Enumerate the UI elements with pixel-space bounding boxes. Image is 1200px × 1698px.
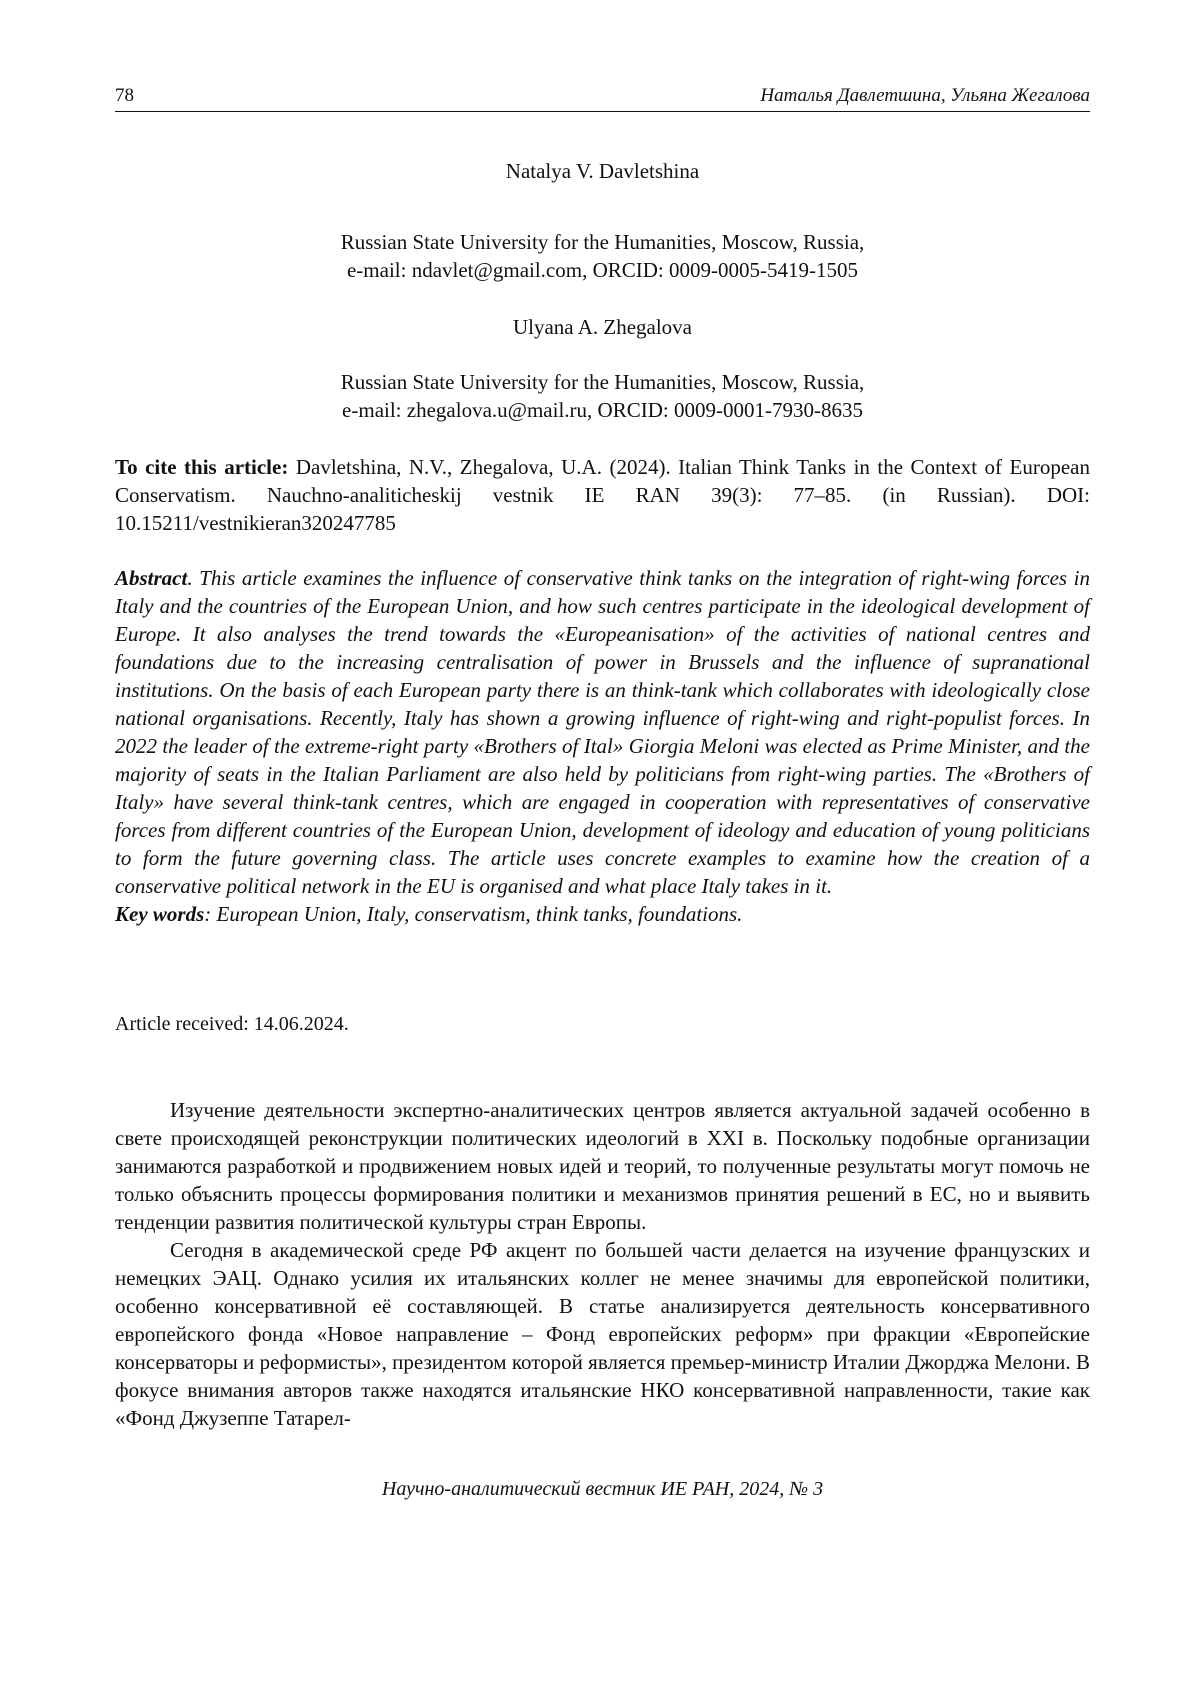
author2-contact: e-mail: zhegalova.u@mail.ru, ORCID: 0009-0001-7930-8635 xyxy=(342,398,863,422)
running-header xyxy=(115,84,1090,112)
article-body xyxy=(115,1096,1090,1432)
author2-affiliation: Russian State University for the Humanities, Moscow, Russia, xyxy=(340,370,865,394)
page-number: 78 xyxy=(115,85,134,106)
body-paragraph: Сегодня в академической среде РФ акцент по большей части делается на изучение французских и немецких ЭАЦ. Однако усилия их итальянских коллег не менее значимы для европейской политики, особенно консервативной её составляющей. В статье анализируется деятельность консервативного европейского фонда «Новое направление – Фонд европейских реформ» при фракции «Европейские консерваторы и реформисты», президентом которой является премьер-министр Италии Джорджа Мелони. В фокусе внимания авторов также находятся итальянские НКО консервативной направленности, такие как «Фонд Джузеппе Татарел- xyxy=(115,1238,1090,1430)
author1-affiliation: Russian State University for the Humanities, Moscow, Russia, xyxy=(340,230,865,254)
author2-affiliation-block xyxy=(115,368,1090,424)
abstract-label: Abstract xyxy=(115,566,188,590)
keywords-label: Key words xyxy=(115,902,205,926)
citation-text: Davletshina, N.V., Zhegalova, U.A. (2024). Italian Think Tanks in the Context of European Conservatism. Nauchno-analiticheskij vestnik IE RAN 39(3): 77–85. (in Russian). DOI: 10.15211/vestnikieran320247785 xyxy=(115,455,1090,535)
author1-affiliation-block xyxy=(115,228,1090,284)
abstract-text: . This article examines the influence of conservative think tanks on the integration of right-wing forces in Italy and the countries of the European Union, and how such centres participate in the ideological development of Europe. It also analyses the trend towards the «Europeanisation» of the activities of national centres and foundations due to the increasing centralisation of power in Brussels and the influence of supranational institutions. On the basis of each European party there is an think-tank which collaborates with ideologically close national organisations. Recently, Italy has shown a growing influence of right-wing and right-populist forces. In 2022 the leader of the extreme-right party «Brothers of Ital» Giorgia Meloni was elected as Prime Minister, and the majority of seats in the Italian Parliament are also held by politicians from right-wing parties. The «Brothers of Italy» have several think-tank centres, which are engaged in cooperation with representatives of conservative forces from different countries of the European Union, development of ideology and education of young politicians to form the future governing class. The article uses concrete examples to examine how the creation of a conservative political network in the EU is organised and what place Italy takes in it. xyxy=(115,566,1090,898)
abstract xyxy=(115,564,1090,928)
citation xyxy=(115,453,1090,537)
author1-contact: e-mail: ndavlet@gmail.com, ORCID: 0009-0005-5419-1505 xyxy=(346,258,858,282)
author2-name: Ulyana A. Zhegalova xyxy=(512,315,693,339)
citation-label: To cite this article: xyxy=(115,455,289,479)
author1-name: Natalya V. Davletshina xyxy=(505,159,700,183)
journal-footer: Научно-аналитический вестник ИЕ РАН, 2024, № 3 xyxy=(381,1478,824,1500)
body-paragraph: Изучение деятельности экспертно-аналитических центров является актуальной задачей особенно в свете происходящей реконструкции политических идеологий в XXI в. Поскольку подобные организации занимаются разработкой и продвижением новых идей и теорий, то полученные результаты могут помочь не только объяснить процессы формирования политики и механизмов принятия решений в ЕС, но и выявить тенденции развития политической культуры стран Европы. xyxy=(115,1098,1090,1234)
keywords-text: : European Union, Italy, conservatism, think tanks, foundations. xyxy=(204,902,743,926)
article-received: Article received: 14.06.2024. xyxy=(115,1013,349,1035)
running-authors: Наталья Давлетшина, Ульяна Жегалова xyxy=(760,85,1090,106)
